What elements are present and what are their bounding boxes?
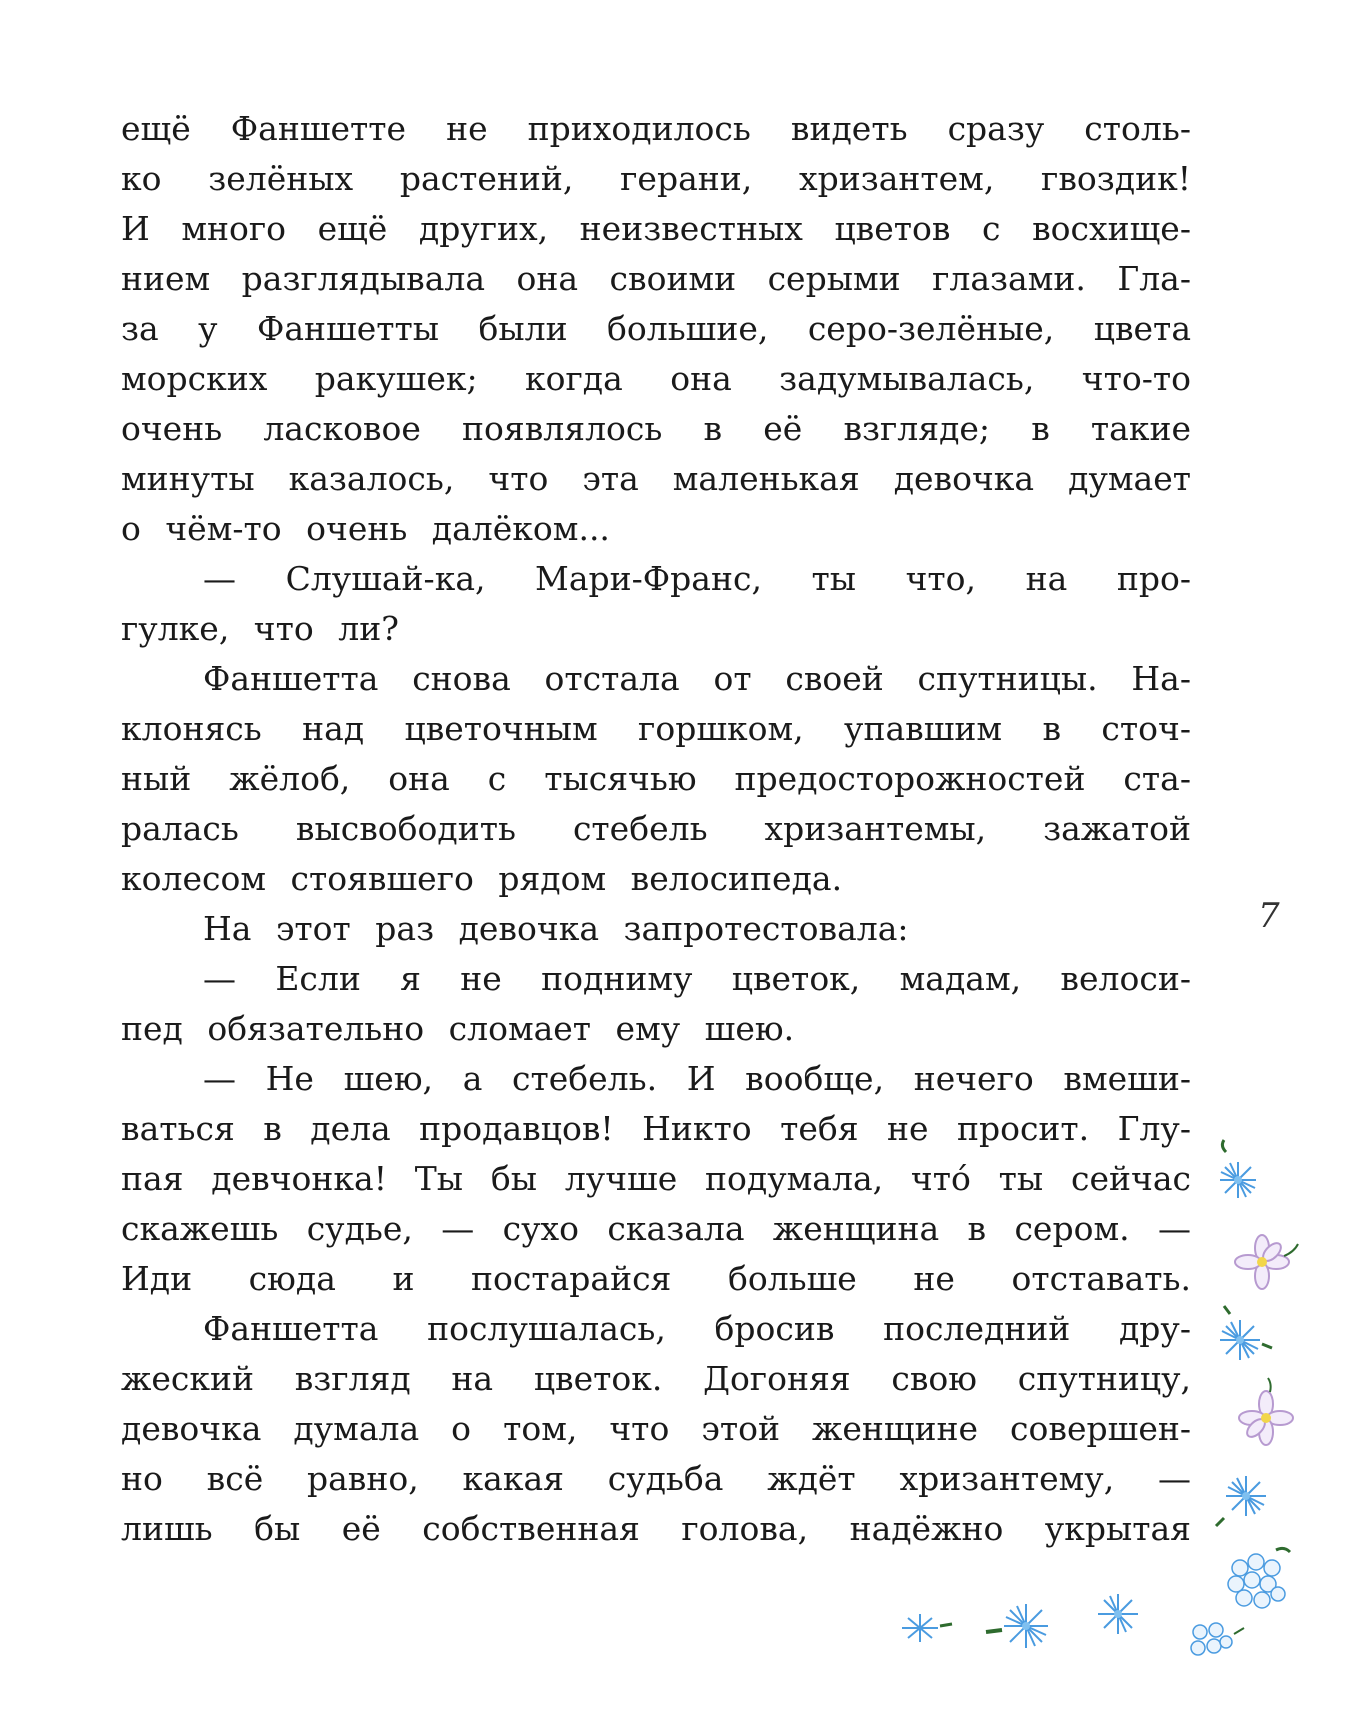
blue-flower-bottom-3 bbox=[1098, 1594, 1138, 1634]
text-line: Фаншетта послушалась, бросив последний дру- bbox=[203, 1309, 1191, 1348]
text-line: ный жёлоб, она с тысячью предосторожностей ста- bbox=[121, 759, 1191, 798]
text-line: ещё Фаншетте не приходилось видеть сразу столь- bbox=[121, 109, 1191, 148]
text-line: — Слушай-ка, Мари-Франс, ты что, на про- bbox=[203, 559, 1191, 598]
text-line: морских ракушек; когда она задумывалась, что-то bbox=[121, 359, 1191, 398]
blue-flower-bottom-1 bbox=[902, 1614, 952, 1642]
text-line: гулке, что ли? bbox=[121, 609, 399, 648]
page-number: 7 bbox=[1258, 896, 1280, 936]
text-line: И много ещё других, неизвестных цветов с восхище- bbox=[121, 209, 1191, 248]
hydrangea-2 bbox=[1191, 1623, 1244, 1655]
text-line: нием разглядывала она своими серыми глазами. Гла- bbox=[121, 259, 1191, 298]
text-line: скажешь судье, — сухо сказала женщина в сером. — bbox=[121, 1209, 1191, 1248]
body-text bbox=[121, 104, 1191, 1554]
text-line: пед обязательно сломает ему шею. bbox=[121, 1009, 795, 1048]
text-line: ралась высвободить стебель хризантемы, зажатой bbox=[121, 809, 1191, 848]
text-line: — Не шею, а стебель. И вообще, нечего вмеши- bbox=[203, 1059, 1191, 1098]
text-line: минуты казалось, что эта маленькая девочка думает bbox=[121, 459, 1191, 498]
lilac-flower-1 bbox=[1235, 1235, 1298, 1289]
text-line: жеский взгляд на цветок. Догоняя свою спутницу, bbox=[121, 1359, 1191, 1398]
blue-flower-2 bbox=[1220, 1306, 1272, 1360]
text-line: колесом стоявшего рядом велосипеда. bbox=[121, 859, 843, 898]
hydrangea-1 bbox=[1228, 1548, 1290, 1608]
text-line: за у Фаншетты были большие, серо-зелёные, цвета bbox=[121, 309, 1191, 348]
text-line: ко зелёных растений, герани, хризантем, гвоздик! bbox=[121, 159, 1191, 198]
text-line: клонясь над цветочным горшком, упавшим в сточ- bbox=[121, 709, 1191, 748]
lilac-flower-2 bbox=[1239, 1378, 1293, 1445]
text-line: На этот раз девочка запротестовала: bbox=[203, 909, 909, 948]
text-line: лишь бы её собственная голова, надёжно укрытая bbox=[121, 1509, 1191, 1548]
text-line: ваться в дела продавцов! Никто тебя не просит. Глу- bbox=[121, 1109, 1191, 1148]
text-line: о чём-то очень далёком... bbox=[121, 509, 610, 548]
blue-flower-1 bbox=[1220, 1140, 1256, 1198]
text-line: — Если я не подниму цветок, мадам, велоси- bbox=[203, 959, 1191, 998]
text-line: девочка думала о том, что этой женщине совершен- bbox=[121, 1409, 1191, 1448]
blue-flower-bottom-2 bbox=[986, 1604, 1048, 1648]
text-line: Иди сюда и постарайся больше не отставать. bbox=[121, 1259, 1191, 1298]
text-line: но всё равно, какая судьба ждёт хризантему, — bbox=[121, 1459, 1191, 1498]
text-line: Фаншетта снова отстала от своей спутницы. На- bbox=[203, 659, 1191, 698]
text-line: очень ласковое появлялось в её взгляде; в такие bbox=[121, 409, 1191, 448]
blue-flower-3 bbox=[1216, 1476, 1266, 1526]
text-line: пая девчонка! Ты бы лучше подумала, что́ ты сейчас bbox=[121, 1159, 1191, 1198]
